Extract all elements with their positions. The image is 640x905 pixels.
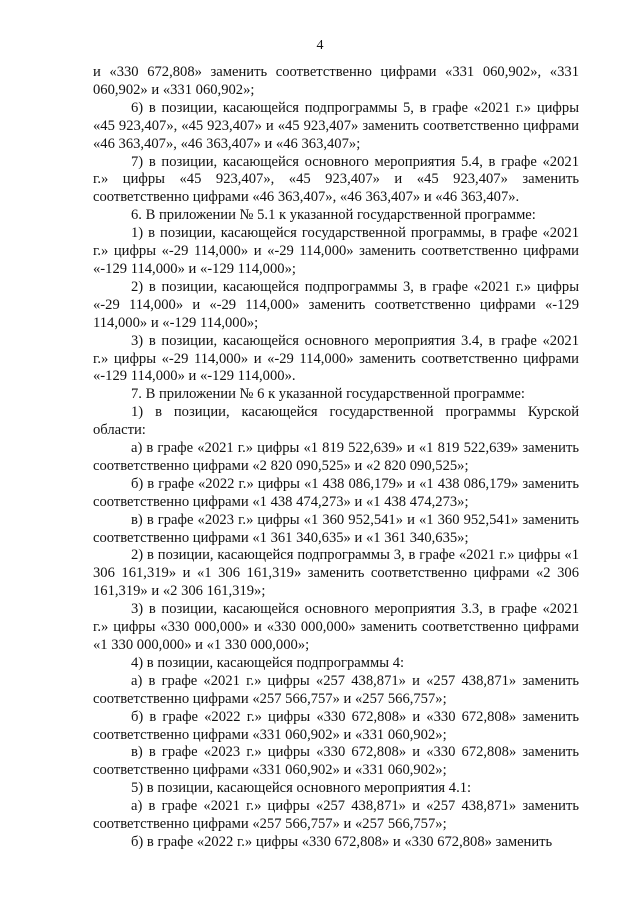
paragraph: а) в графе «2021 г.» цифры «1 819 522,639» и «1 819 522,639» заменить соответственно цифрами «2 820 090,525» и «2 820 090,525»; (93, 440, 579, 474)
paragraph: 1) в позиции, касающейся государственной программы Курской области: (93, 404, 579, 439)
paragraph: в) в графе «2023 г.» цифры «1 360 952,541» и «1 360 952,541» заменить соответственно цифрами «1 361 340,635» и «1 361 340,635»; (93, 511, 579, 546)
paragraph: 5) в позиции, касающейся основного мероприятия 4.1: (131, 780, 472, 797)
paragraph: в) в графе «2023 г.» цифры «330 672,808» и «330 672,808» заменить соответственно цифрами «331 060,902» и «331 060,902»; (93, 744, 579, 779)
paragraph: 6) в позиции, касающейся подпрограммы 5, в графе «2021 г.» цифры «45 923,407», «45 923,407» и «45 923,407» заменить соответственно цифрами «46 363,407», «46 363,407» и «46 363,407»; (93, 99, 579, 152)
paragraph: 3) в позиции, касающейся основного мероприятия 3.3, в графе «2021 г.» цифры «330 000,000» и «330 000,000» заменить соответственно цифрами «1 330 000,000» и «1 330 000,000»; (93, 601, 579, 653)
paragraph: б) в графе «2022 г.» цифры «330 672,808» и «330 672,808» заменить (131, 833, 553, 850)
paragraph: 2) в позиции, касающейся подпрограммы 3, в графе «2021 г.» цифры «-29 114,000» и «-29 114,000» заменить соответственно цифрами «-129 114,000» и «-129 114,000»; (93, 278, 579, 331)
page-number: 4 (316, 38, 324, 53)
paragraph: 7) в позиции, касающейся основного мероприятия 5.4, в графе «2021 г.» цифры «45 923,407», «45 923,407» и «45 923,407» заменить соответственно цифрами «46 363,407», «46 363,407» и «46 363,407». (93, 153, 579, 206)
paragraph: б) в графе «2022 г.» цифры «1 438 086,179» и «1 438 086,179» заменить соответственно цифрами «1 438 474,273» и «1 438 474,273»; (93, 475, 579, 510)
paragraph: а) в графе «2021 г.» цифры «257 438,871» и «257 438,871» заменить соответственно цифрами «257 566,757» и «257 566,757»; (93, 672, 579, 707)
paragraph: б) в графе «2022 г.» цифры «330 672,808» и «330 672,808» заменить соответственно цифрами «331 060,902» и «331 060,902»; (93, 708, 579, 743)
paragraph: 1) в позиции, касающейся государственной программы, в графе «2021 г.» цифры «-29 114,000» и «-29 114,000» заменить соответственно цифрами «-129 114,000» и «-129 114,000»; (93, 225, 579, 277)
paragraph: 4) в позиции, касающейся подпрограммы 4: (131, 654, 405, 671)
paragraph-continuation: и «330 672,808» заменить соответственно цифрами «331 060,902», «331 060,902» и «331 060,902»; (93, 64, 579, 98)
paragraph-section-heading: 7. В приложении № 6 к указанной государственной программе: (131, 386, 525, 403)
document-body (93, 64, 579, 852)
paragraph: 2) в позиции, касающейся подпрограммы 3, в графе «2021 г.» цифры «1 306 161,319» и «1 306 161,319» заменить соответственно цифрами «2 306 161,319» и «2 306 161,319»; (93, 547, 579, 600)
paragraph: а) в графе «2021 г.» цифры «257 438,871» и «257 438,871» заменить соответственно цифрами «257 566,757» и «257 566,757»; (93, 798, 579, 833)
paragraph-section-heading: 6. В приложении № 5.1 к указанной государственной программе: (131, 207, 536, 224)
paragraph: 3) в позиции, касающейся основного мероприятия 3.4, в графе «2021 г.» цифры «-29 114,000» и «-29 114,000» заменить соответственно цифрами «-129 114,000» и «-129 114,000». (93, 332, 579, 385)
